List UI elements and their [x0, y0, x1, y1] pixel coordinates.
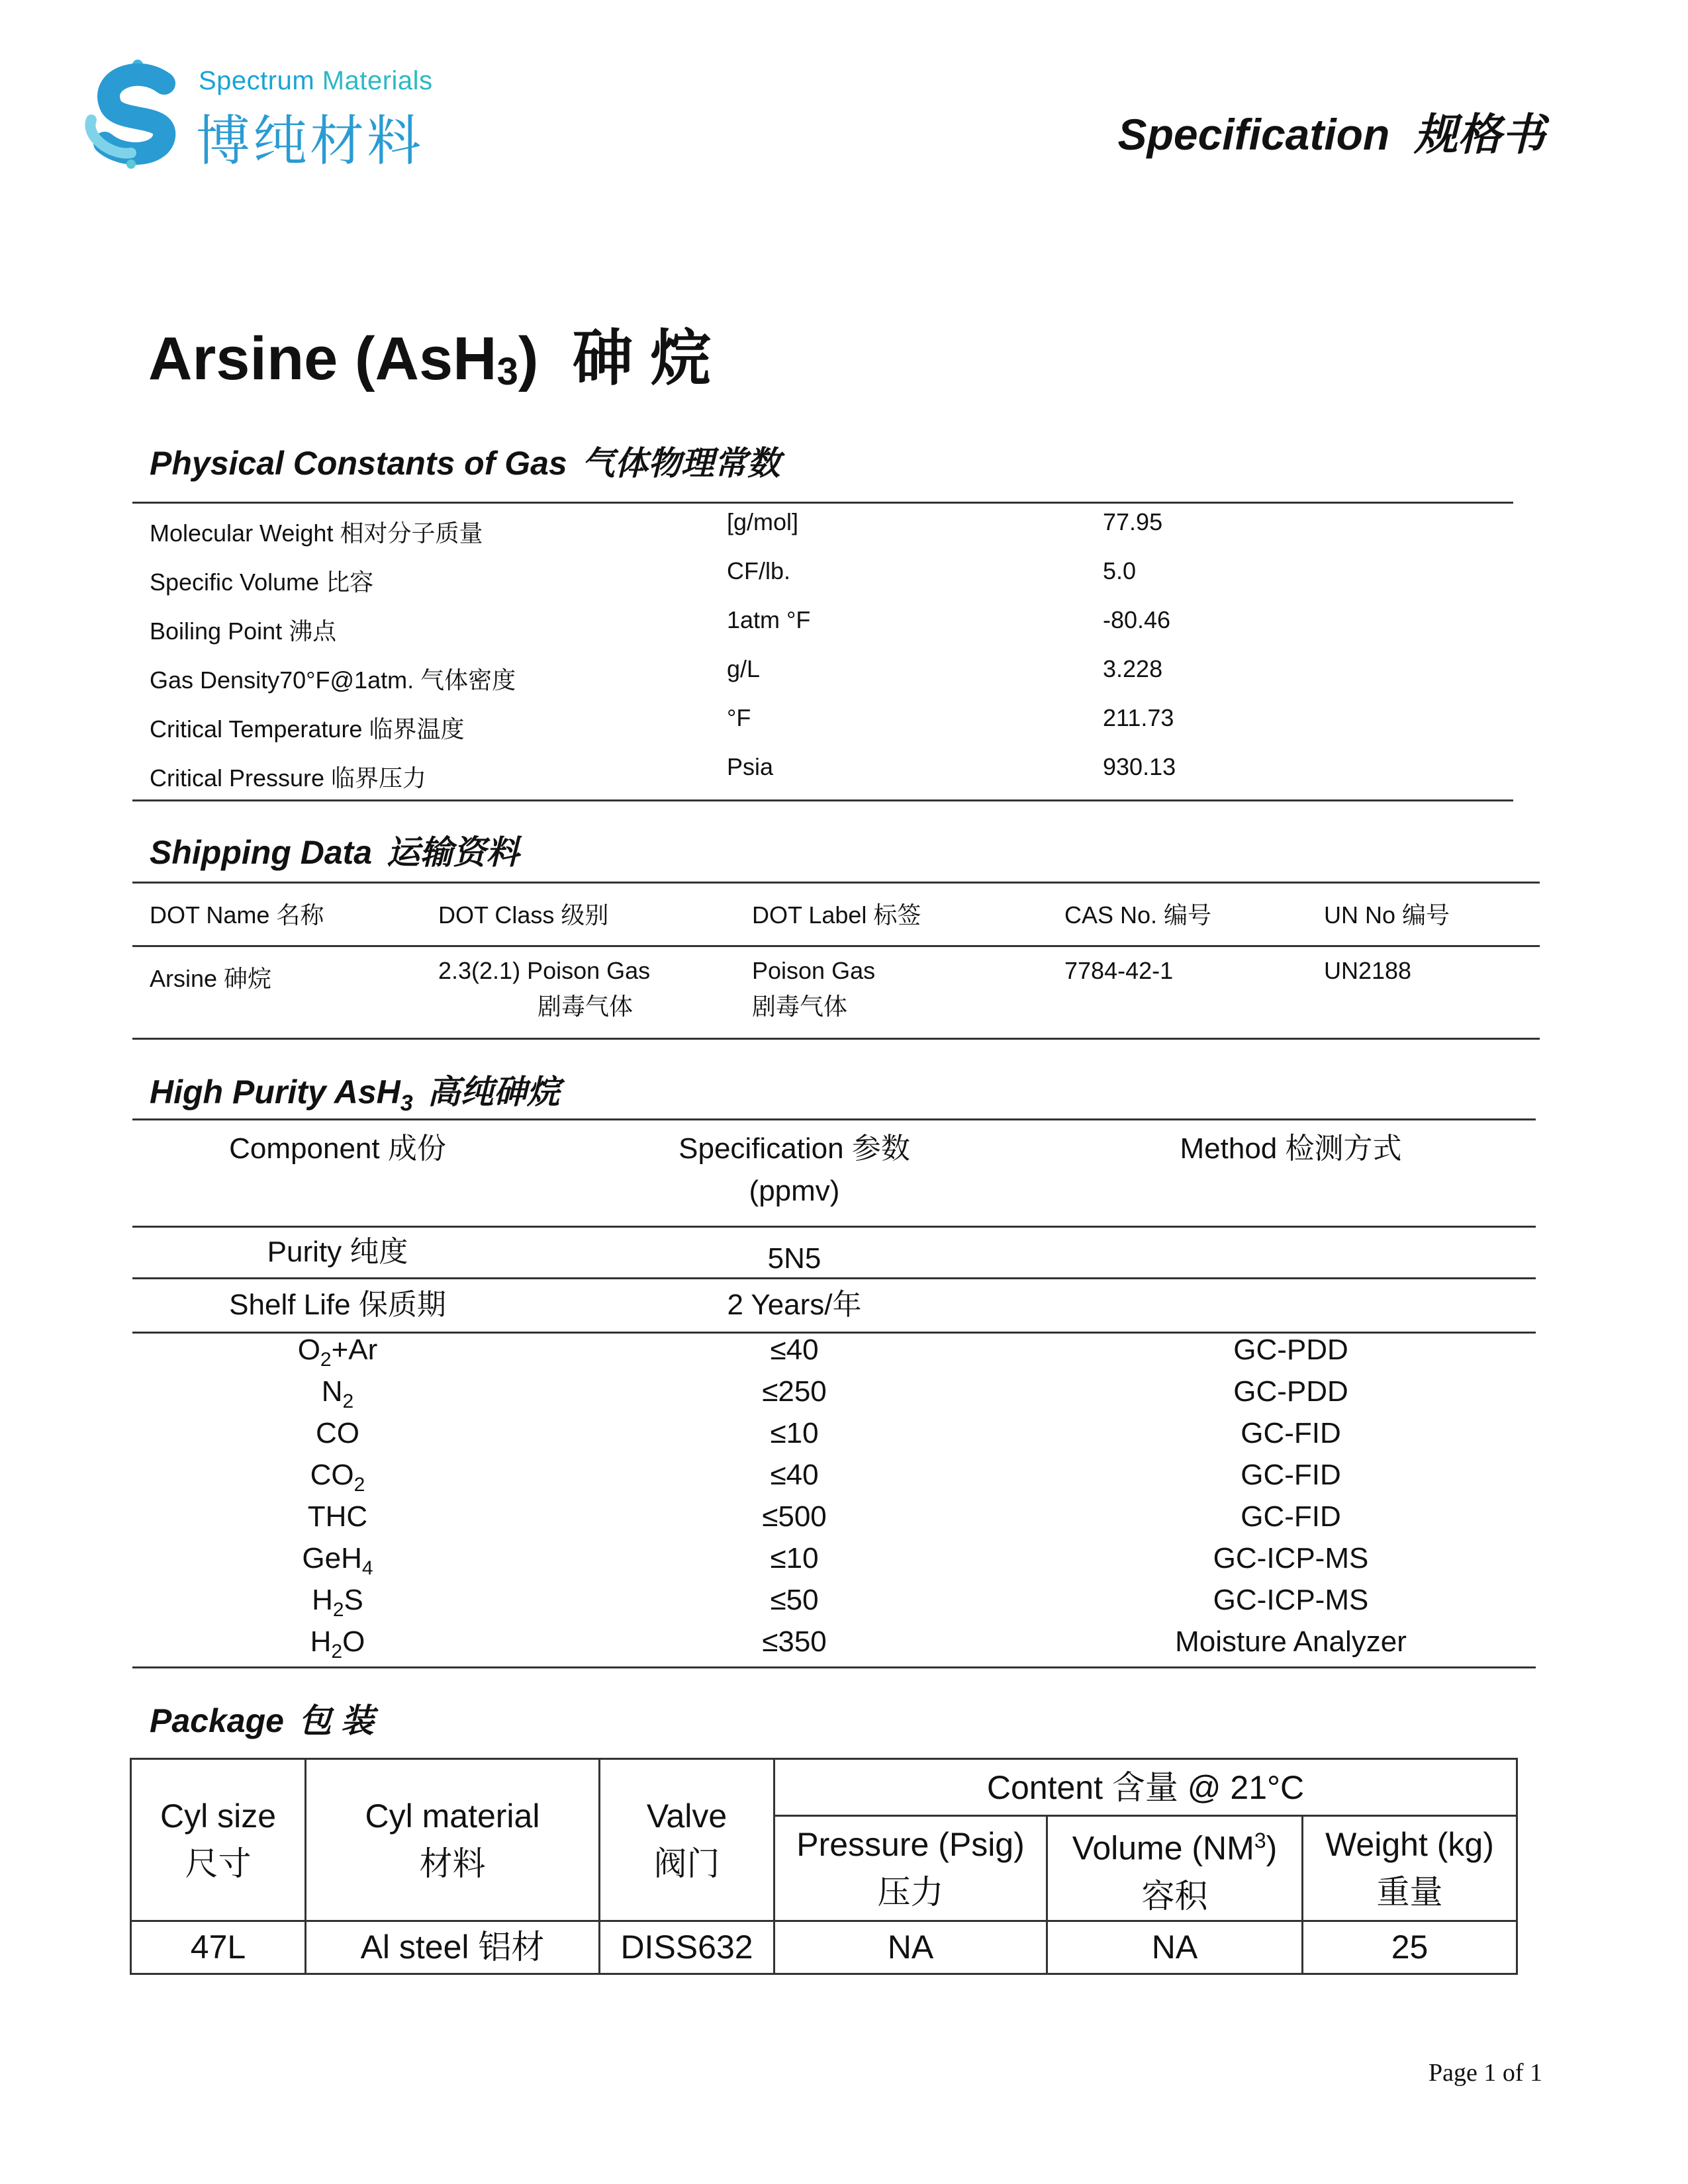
valve: DISS632	[600, 1921, 774, 1974]
page-number: Page 1 of 1	[1428, 2059, 1542, 2087]
column-header-method: Method 检测方式	[1180, 1132, 1402, 1165]
dot-name: Arsine 砷烷	[150, 965, 272, 992]
spec-value: ≤10	[770, 1542, 819, 1574]
logo-chinese: 博纯材料	[196, 111, 424, 171]
cyl-size: 47L	[131, 1921, 306, 1974]
column-header-spec: Specification 参数 (ppmv)	[679, 1132, 910, 1207]
shipping-data-heading: Shipping Data 运输资料	[150, 834, 520, 871]
method: GC-FID	[1241, 1417, 1341, 1449]
divider	[132, 1226, 1536, 1228]
company-logo	[85, 57, 433, 171]
column-header: UN No 编号	[1324, 901, 1450, 929]
divider	[132, 1666, 1536, 1668]
component: GeH$_4$	[302, 1542, 373, 1579]
purity-value: 5N5	[767, 1242, 821, 1275]
divider	[132, 882, 1540, 884]
table-row: Critical Temperature 临界温度 °F 211.73	[150, 704, 1174, 743]
divider	[132, 945, 1540, 947]
dot-label-cn: 剧毒气体	[752, 993, 848, 1020]
table-row: Specific Volume 比容 CF/lb. 5.0	[150, 557, 1137, 596]
dot-class: 2.3(2.1) Poison Gas	[438, 957, 651, 984]
method: GC-ICP-MS	[1213, 1542, 1369, 1574]
document-type-title: Specification 规格书	[1117, 110, 1545, 159]
divider	[132, 1118, 1536, 1120]
spec-value: ≤350	[762, 1625, 827, 1658]
component: THC	[307, 1500, 368, 1533]
spec-value: ≤500	[762, 1500, 827, 1533]
table-row: Molecular Weight 相对分子质量 [g/mol] 77.95	[150, 508, 1163, 547]
method: GC-PDD	[1233, 1375, 1348, 1408]
component: $H_2O$	[310, 1625, 365, 1662]
divider	[132, 1038, 1540, 1040]
logo-latin: Spectrum Materials	[199, 66, 433, 95]
method: GC-FID	[1241, 1459, 1341, 1491]
shelf-life-value: 2 Years/年	[727, 1289, 862, 1321]
pressure: NA	[774, 1921, 1047, 1974]
header-cyl-material: Cyl material 材料	[306, 1759, 600, 1921]
component: $CO_2$	[310, 1459, 365, 1496]
table-row: Critical Pressure 临界压力 Psia 930.13	[150, 753, 1176, 792]
header-pressure: Pressure (Psig) 压力	[774, 1816, 1047, 1921]
logo-mark-icon	[85, 57, 191, 169]
purity-label: Purity 纯度	[267, 1236, 408, 1268]
header-cyl-size: Cyl size 尺寸	[131, 1759, 306, 1921]
un-number: UN2188	[1324, 957, 1412, 984]
header-volume: Volume $(NM^3)$ 容积	[1047, 1816, 1303, 1921]
physical-constants-heading: Physical Constants of Gas 气体物理常数	[150, 445, 780, 482]
column-header: DOT Name 名称	[150, 901, 324, 929]
weight: 25	[1303, 1921, 1517, 1974]
method: Moisture Analyzer	[1175, 1625, 1407, 1658]
component: $H_2S$	[312, 1584, 363, 1621]
spec-value: ≤250	[762, 1375, 827, 1408]
column-header: DOT Class 级别	[438, 901, 609, 929]
package-table	[130, 1758, 1518, 1975]
cyl-material: Al steel 铝材	[306, 1921, 600, 1974]
volume: NA	[1047, 1921, 1303, 1974]
header-content: Content 含量 @ 21°C	[774, 1759, 1517, 1816]
table-row	[131, 1921, 1517, 1974]
column-header: DOT Label 标签	[752, 901, 921, 929]
column-header-component: Component 成份	[229, 1132, 446, 1165]
header-valve: Valve 阀门	[600, 1759, 774, 1921]
component: $N_2$	[321, 1375, 354, 1412]
shelf-life-label: Shelf Life 保质期	[229, 1289, 446, 1321]
dot-class-cn: 剧毒气体	[538, 993, 633, 1020]
package-heading: Package 包 装	[150, 1702, 374, 1739]
spec-value: ≤50	[770, 1584, 819, 1616]
method: GC-PDD	[1233, 1334, 1348, 1366]
divider	[132, 799, 1513, 801]
method: GC-ICP-MS	[1213, 1584, 1369, 1616]
cas-number: 7784-42-1	[1064, 957, 1174, 984]
component: $O_2+Ar$	[297, 1334, 378, 1371]
spec-value: ≤10	[770, 1417, 819, 1449]
divider	[132, 502, 1513, 504]
component: CO	[316, 1417, 359, 1449]
header-weight: Weight (kg) 重量	[1303, 1816, 1517, 1921]
spec-value: ≤40	[770, 1334, 819, 1366]
divider	[132, 1277, 1536, 1279]
spec-value: ≤40	[770, 1459, 819, 1491]
method: GC-FID	[1241, 1500, 1341, 1533]
dot-label: Poison Gas	[752, 957, 876, 984]
page-title: Arsine (AsH$_3$) 砷 烷	[148, 325, 712, 393]
table-row: Boiling Point 沸点 1atm °F -80.46	[150, 606, 1171, 645]
table-row: Gas Density70°F@1atm. 气体密度 g/L 3.228	[150, 655, 1163, 694]
column-header: CAS No. 编号	[1064, 901, 1212, 929]
high-purity-heading: High Purity AsH$_3$ 高纯砷烷	[150, 1073, 560, 1116]
